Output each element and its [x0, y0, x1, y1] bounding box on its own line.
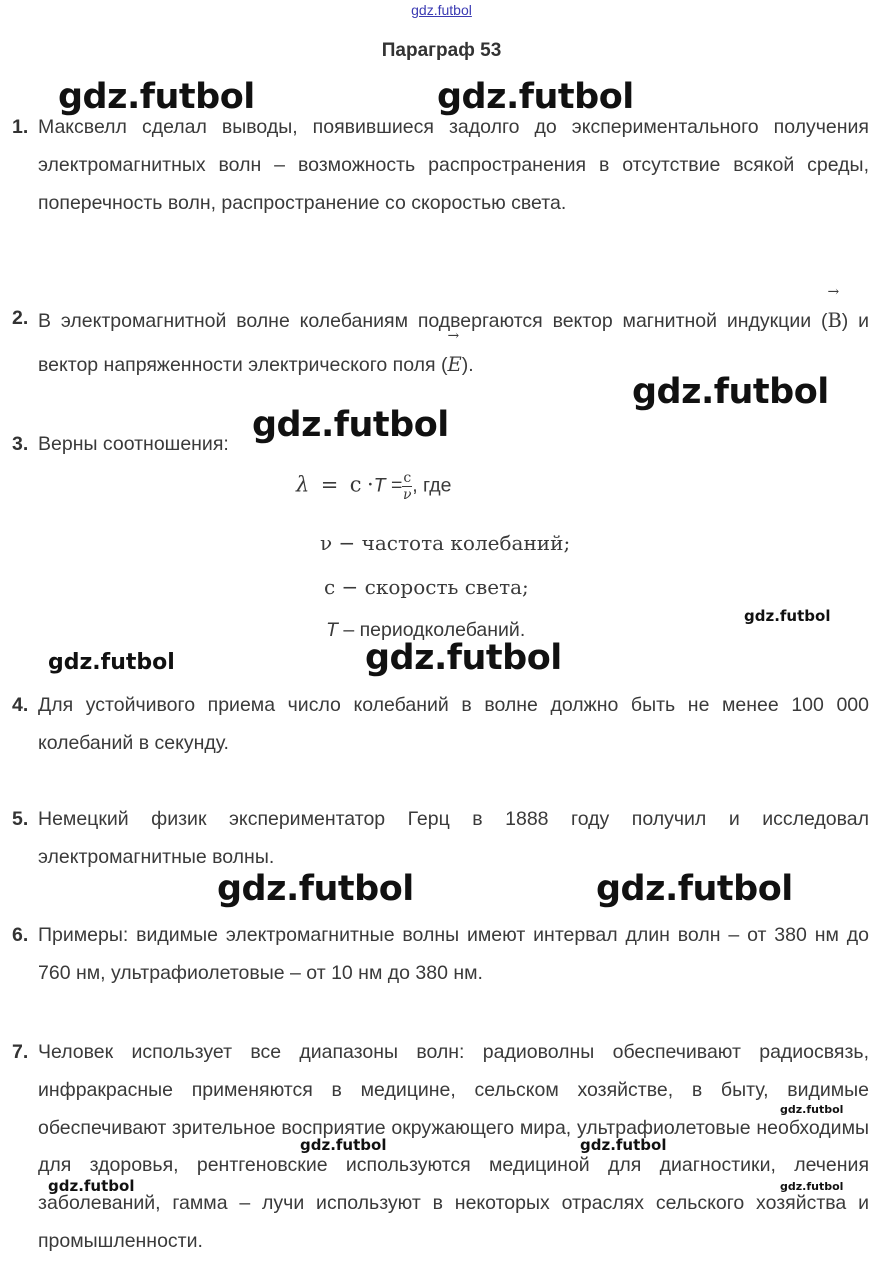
- watermark: gdz.futbol: [252, 405, 449, 445]
- list-item-7: [12, 1034, 869, 1261]
- item-text: Для устойчивого приема число колебаний в волне должно быть не менее 100 000 колебаний в секунду.: [38, 694, 869, 754]
- definition-c: c − скорость света;: [324, 575, 529, 599]
- list-item-6: [12, 917, 869, 993]
- item-number: 2.: [12, 307, 29, 329]
- definition-t: T – периодколебаний.: [326, 619, 526, 641]
- item-number: 6.: [12, 924, 29, 946]
- watermark: gdz.futbol: [217, 869, 414, 909]
- item-text: Человек использует все диапазоны волн: радиоволны обеспечивают радиосвязь, инфракрасные применяются в медицине, сельском хозяйстве, в быту, видимые обеспечивают зрительное восприятие окружающего мира, ультрафиолетовые необходимы для здоровья, рентгеновские используются медициной для диагностики, лечения заболеваний, гамма – лучи используют в некоторых отраслях сельского хозяйства и промышленности.: [38, 1041, 869, 1252]
- list-item-5: [12, 801, 869, 877]
- watermark: gdz.futbol: [780, 1180, 844, 1193]
- list-item-4: [12, 687, 869, 763]
- vector-e-symbol: → E: [447, 343, 461, 387]
- watermark: gdz.futbol: [48, 1177, 135, 1195]
- definition-nu: ν − частота колебаний;: [320, 531, 571, 555]
- watermark: gdz.futbol: [580, 1136, 667, 1154]
- watermark: gdz.futbol: [744, 607, 831, 625]
- watermark: gdz.futbol: [780, 1103, 844, 1116]
- page-title: Параграф 53: [381, 40, 502, 61]
- item-text: Немецкий физик экспериментатор Герц в 1888 году получил и исследовал электромагнитные волны.: [38, 808, 869, 868]
- list-item-1: [12, 109, 869, 222]
- wavelength-formula: λ = c ·T = $\frac{c}{\nu}$ , где: [296, 470, 452, 503]
- item-number: 3.: [12, 433, 29, 455]
- watermark: gdz.futbol: [300, 1136, 387, 1154]
- watermark: gdz.futbol: [632, 372, 829, 412]
- watermark: gdz.futbol: [596, 869, 793, 909]
- item-text: Максвелл сделал выводы, появившиеся задолго до экспериментального получения электромагнитных волн – возможность распространения в отсутствие всякой среды, поперечность волн, распространение со скоростью света.: [38, 116, 869, 214]
- watermark: gdz.futbol: [437, 77, 634, 117]
- item-text: Примеры: видимые электромагнитные волны имеют интервал длин волн – от 380 нм до 760 нм, ультрафиолетовые – от 10 нм до 380 нм.: [38, 924, 869, 984]
- watermark: gdz.futbol: [58, 77, 255, 117]
- fraction-c-over-nu: $\frac{c}{\nu}$: [403, 470, 412, 503]
- watermark: gdz.futbol: [48, 650, 175, 675]
- item-number: 1.: [12, 116, 29, 138]
- watermark: gdz.futbol: [365, 638, 562, 678]
- item-text: Верны соотношения:: [38, 433, 229, 455]
- vector-b-symbol: → B: [827, 299, 841, 343]
- item-text: В электромагнитной волне колебаниям подвергаются вектор магнитной индукции (→ B) и вектор напряженности электрического поля (→ E).: [38, 299, 869, 387]
- site-link[interactable]: gdz.futbol: [411, 2, 472, 18]
- item-number: 4.: [12, 694, 29, 716]
- item-number: 7.: [12, 1041, 29, 1063]
- item-number: 5.: [12, 808, 29, 830]
